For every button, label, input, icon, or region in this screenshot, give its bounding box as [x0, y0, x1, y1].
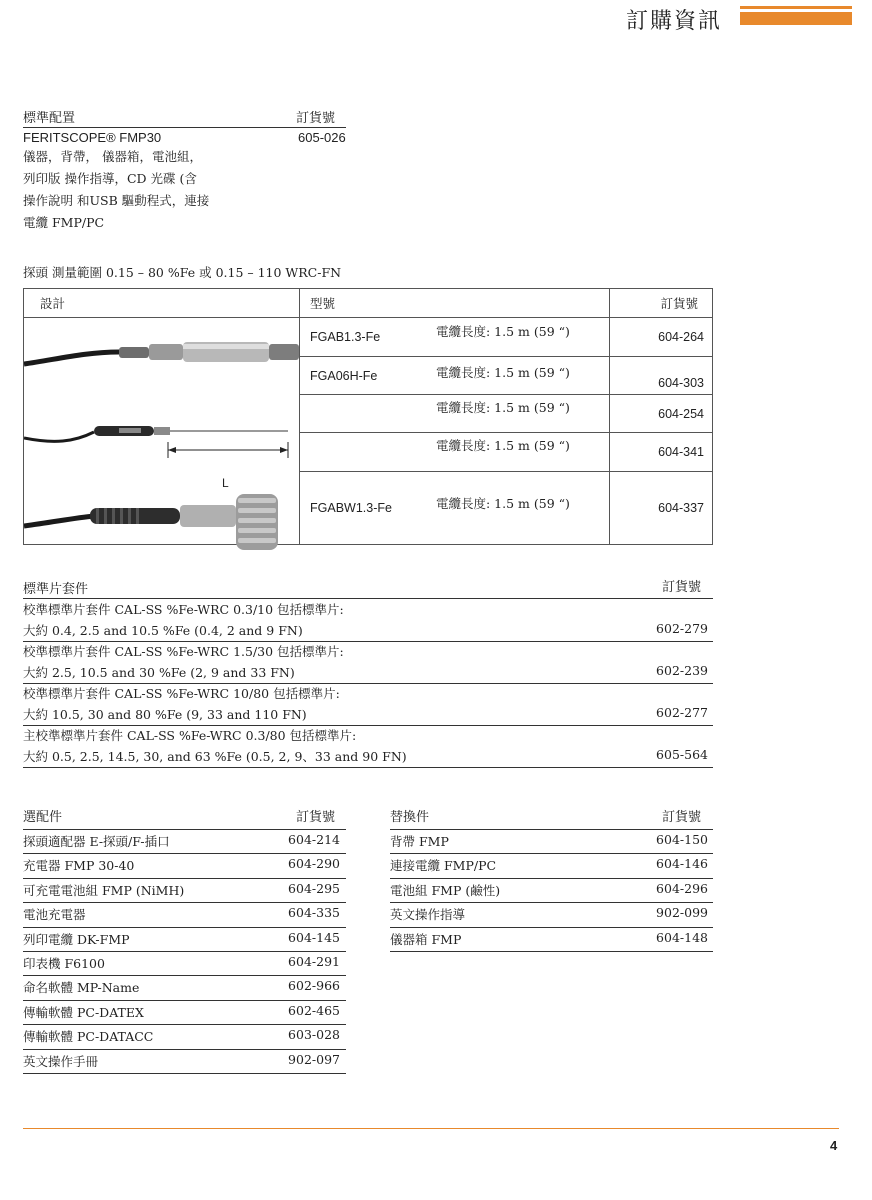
standard-heading: 標準配置 [23, 111, 76, 126]
options-item-name: 探頭適配器 E-探頭/F-插口 [23, 834, 170, 849]
header-accent-bar-thin [740, 6, 852, 9]
options-row-divider [23, 1024, 346, 1025]
probe-header-order: 訂貨號 [610, 289, 713, 318]
spares-row-divider [390, 951, 713, 952]
cal-heading: 標準片套件 [23, 582, 89, 597]
options-heading: 選配件 [23, 810, 63, 825]
probe-caption: 探頭 測量範圍 0.15 – 80 %Fe 或 0.15 – 110 WRC-FN [23, 265, 342, 280]
options-item-name: 英文操作手冊 [23, 1053, 99, 1069]
probe-cable: 電纜長度: 1.5 m (59 “) [436, 400, 570, 416]
standard-description [23, 146, 209, 234]
cal-item-line2: 大約 0.4, 2.5 and 10.5 %Fe (0.4, 2 and 9 FN) [23, 623, 303, 638]
options-item-name: 充電器 FMP 30-40 [23, 858, 135, 874]
probe-cable: 電纜長度: 1.5 m (59 “) [436, 324, 570, 339]
options-item-order: 604-291 [288, 954, 340, 969]
standard-desc-line: 列印版 操作指導，CD 光碟 (含 [23, 171, 197, 186]
options-row-divider [23, 902, 346, 903]
options-row-divider [23, 927, 346, 928]
spares-item-name: 英文操作指導 [390, 907, 466, 923]
options-row-divider [23, 951, 346, 952]
spares-item-order: 604-296 [656, 880, 708, 896]
probe-header-model: 型號 [300, 289, 610, 318]
standard-desc-line: 電纜 FMP/PC [23, 215, 105, 230]
spares-divider [390, 829, 713, 830]
probe-row [24, 318, 713, 357]
standard-desc-line: 操作說明 和USB 驅動程式，連接 [23, 193, 210, 208]
spares-heading: 替換件 [390, 810, 430, 825]
options-item-name: 印表機 F6100 [23, 956, 105, 971]
probe-order: 604-337 [610, 471, 713, 544]
spares-item-order: 604-148 [656, 929, 708, 945]
cal-item-line2: 大約 2.5, 10.5 and 30 %Fe (2, 9 and 33 FN) [23, 665, 295, 680]
probe-order: 604-341 [610, 433, 713, 471]
options-item-name: 電池充電器 [23, 907, 86, 923]
probe-cable: 電纜長度: 1.5 m (59 “) [436, 365, 570, 381]
cal-item-line1: 校準標準片套件 CAL-SS %Fe-WRC 0.3/10 包括標準片: [23, 602, 344, 617]
cal-row-divider [23, 767, 713, 768]
probe-image-fgabw [24, 488, 300, 564]
options-item-order: 902-097 [288, 1051, 340, 1067]
probe-table [23, 288, 713, 545]
options-item-order: 604-295 [288, 880, 340, 896]
footer-rule [23, 1128, 839, 1129]
probe-model-cell [300, 471, 610, 544]
probe-header-row [24, 289, 713, 318]
cal-item-line1: 校準標準片套件 CAL-SS %Fe-WRC 1.5/30 包括標準片: [23, 644, 344, 659]
options-item-order: 604-145 [288, 929, 340, 945]
cal-item-order: 605-564 [656, 747, 708, 762]
standard-product: FERITSCOPE® FMP30 [23, 130, 162, 145]
spares-item-order: 902-099 [656, 905, 708, 921]
options-item-order: 604-290 [288, 856, 340, 872]
cal-item-order: 602-279 [656, 621, 708, 636]
spares-row-divider [390, 927, 713, 928]
probe-image-fgab [24, 322, 300, 382]
standard-order-heading: 訂貨號 [296, 111, 336, 126]
probe-cable: 電纜長度: 1.5 m (59 “) [436, 438, 570, 454]
probe-model-cell [300, 318, 610, 357]
options-row-divider [23, 878, 346, 879]
options-item-name: 列印電纜 DK-FMP [23, 931, 130, 947]
cal-item-order: 602-239 [656, 663, 708, 678]
options-row-divider [23, 1073, 346, 1074]
options-item-name: 傳輸軟體 PC-DATACC [23, 1029, 154, 1045]
probe-model-cell [300, 357, 610, 395]
options-item-name: 可充電電池組 FMP (NiMH) [23, 882, 185, 898]
options-row-divider [23, 853, 346, 854]
options-row-divider [23, 1049, 346, 1050]
options-row-divider [23, 1000, 346, 1001]
options-item-name: 傳輸軟體 PC-DATEX [23, 1004, 144, 1020]
standard-product-order: 605-026 [298, 130, 346, 145]
spares-item-name: 電池組 FMP (鹼性) [390, 882, 501, 898]
spares-order-heading: 訂貨號 [662, 810, 702, 825]
cal-order-heading: 訂貨號 [662, 580, 702, 595]
options-item-order: 602-465 [288, 1002, 340, 1018]
probe-model: FGABW1.3-Fe [310, 500, 392, 515]
options-order-heading: 訂貨號 [296, 810, 336, 825]
spares-item-name: 儀器箱 FMP [390, 931, 462, 947]
options-row-divider [23, 975, 346, 976]
spares-item-order: 604-146 [656, 856, 708, 872]
options-divider [23, 829, 346, 830]
standard-divider [23, 127, 346, 128]
header-accent-bar [740, 12, 852, 25]
cal-item-order: 602-277 [656, 705, 708, 720]
options-item-order: 603-028 [288, 1027, 340, 1043]
spares-item-name: 背帶 FMP [390, 834, 449, 849]
probe-header-design: 設計 [24, 289, 300, 318]
spares-item-name: 連接電纜 FMP/PC [390, 858, 497, 874]
probe-model-cell [300, 433, 610, 471]
page-section-title: 訂購資訊 [626, 9, 723, 34]
probe-cable: 電纜長度: 1.5 m (59 “) [436, 495, 570, 511]
spares-row-divider [390, 902, 713, 903]
options-item-name: 命名軟體 MP-Name [23, 980, 140, 996]
probe-image-fga06h [24, 402, 300, 472]
standard-desc-line: 儀器，背帶， 儀器箱，電池組， [23, 149, 202, 164]
page-number: 4 [830, 1138, 838, 1153]
probe-order: 604-303 [610, 357, 713, 395]
spares-row-divider [390, 878, 713, 879]
spares-item-order: 604-150 [656, 832, 708, 847]
probe-model: FGA06H-Fe [310, 369, 378, 384]
cal-divider [23, 598, 713, 599]
cal-item-line2: 大約 10.5, 30 and 80 %Fe (9, 33 and 110 FN) [23, 707, 307, 722]
cal-item-line2: 大約 0.5, 2.5, 14.5, 30, and 63 %Fe (0.5, 2, 9、33 and 90 FN) [23, 749, 407, 764]
cal-item-line1: 校準標準片套件 CAL-SS %Fe-WRC 10/80 包括標準片: [23, 686, 340, 701]
probe-model: FGAB1.3-Fe [310, 330, 381, 344]
options-item-order: 604-214 [288, 832, 340, 847]
probe-order: 604-264 [610, 318, 713, 357]
probe-order: 604-254 [610, 395, 713, 433]
probe-model-cell [300, 395, 610, 433]
spares-row-divider [390, 853, 713, 854]
options-item-order: 602-966 [288, 978, 340, 994]
dimension-label: L [222, 476, 229, 490]
probe-images [24, 318, 300, 545]
cal-item-line1: 主校準標準片套件 CAL-SS %Fe-WRC 0.3/80 包括標準片: [23, 728, 357, 743]
options-item-order: 604-335 [288, 905, 340, 921]
